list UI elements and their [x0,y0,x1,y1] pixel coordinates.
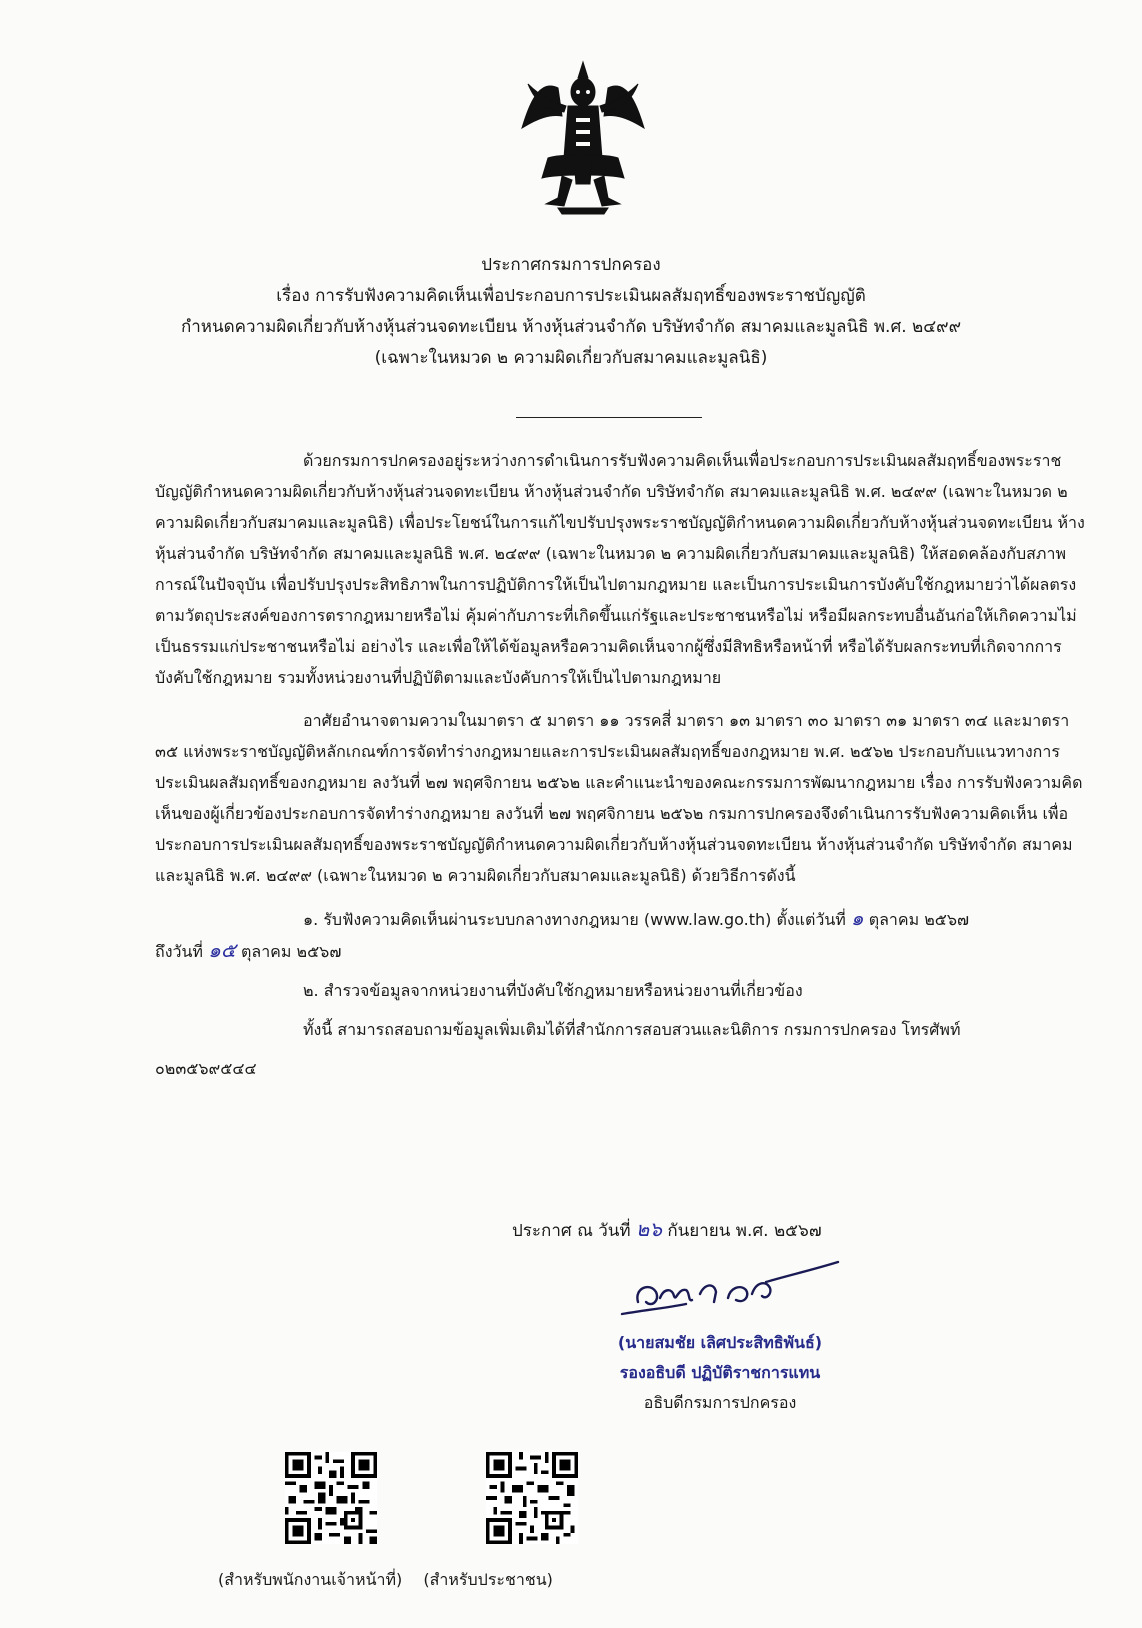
signer-block [570,1328,870,1418]
garuda-emblem [518,58,648,218]
document-body [155,445,1085,1084]
list-item-2: ๒. สำรวจข้อมูลจากหน่วยงานที่บังคับใช้กฎหมายหรือหน่วยงานที่เกี่ยวข้อง [303,981,803,1000]
handwritten-announce-day: ๒๖ [636,1217,662,1241]
qr-code-public[interactable] [486,1452,578,1544]
announce-month-year: กันยายน พ.ศ. ๒๕๖๗ [667,1221,822,1241]
signer-name: (นายสมชัย เลิศประสิทธิพันธ์) [617,1333,823,1352]
contact-line: ทั้งนี้ สามารถสอบถามข้อมูลเพิ่มเติมได้ที่สำนักการสอบสวนและนิติการ กรมการปกครอง โทรศัพท์ [303,1020,961,1039]
qr-caption-public: (สำหรับประชาชน) [423,1570,553,1589]
list-item-1-text: ๑. รับฟังความคิดเห็นผ่านระบบกลางทางกฎหมาย (www.law.go.th) ตั้งแต่วันที่ [303,910,846,929]
signer-position: รองอธิบดี ปฏิบัติราชการแทน [619,1363,821,1382]
announcement-date [512,1213,822,1245]
list-item-1-end-month: ตุลาคม ๒๕๖๗ [241,942,342,961]
paragraph-purpose: ด้วยกรมการปกครองอยู่ระหว่างการดำเนินการรับฟังความคิดเห็นเพื่อประกอบการประเมินผลสัมฤทธิ์ของพระราชบัญญัติกำหนดความผิดเกี่ยวกับห้างหุ้นส่วนจดทะเบียน ห้างหุ้นส่วนจำกัด บริษัทจำกัด สมาคมและมูลนิธิ พ.ศ. ๒๔๙๙ (เฉพาะในหมวด ๒ ความผิดเกี่ยวกับสมาคมและมูลนิธิ) เพื่อประโยชน์ในการแก้ไขปรับปรุงพระราชบัญญัติกำหนดความผิดเกี่ยวกับห้างหุ้นส่วนจดทะเบียน ห้างหุ้นส่วนจำกัด บริษัทจำกัด สมาคมและมูลนิธิ พ.ศ. ๒๔๙๙ (เฉพาะในหมวด ๒ ความผิดเกี่ยวกับสมาคมและมูลนิธิ) ให้สอดคล้องกับสภาพการณ์ในปัจจุบัน เพื่อปรับปรุงประสิทธิภาพในการปฏิบัติการให้เป็นไปตามกฎหมาย และเป็นการประเมินการบังคับใช้กฎหมายว่าได้ผลตรงตามวัตถุประสงค์ของการตรากฎหมายหรือไม่ คุ้มค่ากับภาระที่เกิดขึ้นแก่รัฐและประชาชนหรือไม่ หรือมีผลกระทบอื่นอันก่อให้เกิดความไม่เป็นธรรมแก่ประชาชนหรือไม่ อย่างไร และเพื่อให้ได้ข้อมูลหรือความคิดเห็นจากผู้ซึ่งมีสิทธิหรือหน้าที่ หรือได้รับผลกระทบที่เกิดจากการบังคับใช้กฎหมาย รวมทั้งหน่วยงานที่ปฏิบัติตามและบังคับการให้เป็นไปตามกฎหมาย [155,451,1085,687]
signer-title: อธิบดีกรมการปกครอง [643,1393,797,1412]
list-item-1-month: ตุลาคม ๒๕๖๗ [868,910,970,929]
header-agency: ประกาศกรมการปกครอง [481,255,661,275]
qr-captions [218,1568,569,1593]
list-item-1-to: ถึงวันที่ [155,942,203,961]
header-subject: เรื่อง การรับฟังความคิดเห็นเพื่อประกอบการประเมินผลสัมฤทธิ์ของพระราชบัญญัติ [276,286,866,306]
contact-phone: ๐๒๓๕๖๙๕๔๔ [155,1059,257,1078]
handwritten-start-day: ๑ [850,906,864,930]
qr-code-officer[interactable] [285,1452,377,1544]
list-item-1 [155,903,1085,935]
header-divider [516,417,702,418]
handwritten-end-day: ๑๕ [208,938,236,962]
header-subject-scope: (เฉพาะในหมวด ๒ ความผิดเกี่ยวกับสมาคมและมูลนิธิ) [374,348,768,368]
document-header [0,250,1142,374]
header-subject-law: กำหนดความผิดเกี่ยวกับห้างหุ้นส่วนจดทะเบียน ห้างหุ้นส่วนจำกัด บริษัทจำกัด สมาคมและมูลนิธิ พ.ศ. ๒๔๙๙ [180,317,962,337]
paragraph-authority: อาศัยอำนาจตามความในมาตรา ๕ มาตรา ๑๑ วรรคสี่ มาตรา ๑๓ มาตรา ๓๐ มาตรา ๓๑ มาตรา ๓๔ และมาตรา ๓๕ แห่งพระราชบัญญัติหลักเกณฑ์การจัดทำร่างกฎหมายและการประเมินผลสัมฤทธิ์ของกฎหมาย พ.ศ. ๒๕๖๒ ประกอบกับแนวทางการประเมินผลสัมฤทธิ์ของกฎหมาย ลงวันที่ ๒๗ พฤศจิกายน ๒๕๖๒ และคำแนะนำของคณะกรรมการพัฒนากฎหมาย เรื่อง การรับฟังความคิดเห็นของผู้เกี่ยวข้องประกอบการจัดทำร่างกฎหมาย ลงวันที่ ๒๗ พฤศจิกายน ๒๕๖๒ กรมการปกครองจึงดำเนินการรับฟังความคิดเห็น เพื่อประกอบการประเมินผลสัมฤทธิ์ของพระราชบัญญัติกำหนดความผิดเกี่ยวกับห้างหุ้นส่วนจดทะเบียน ห้างหุ้นส่วนจำกัด บริษัทจำกัด สมาคมและมูลนิธิ พ.ศ. ๒๔๙๙ (เฉพาะในหมวด ๒ ความผิดเกี่ยวกับสมาคมและมูลนิธิ) ด้วยวิธีการดังนี้ [155,711,1083,885]
announce-label: ประกาศ ณ วันที่ [512,1221,631,1241]
handwritten-signature [616,1258,846,1326]
list-item-1-cont [155,935,1085,967]
qr-caption-officer: (สำหรับพนักงานเจ้าหน้าที่) [218,1570,403,1589]
